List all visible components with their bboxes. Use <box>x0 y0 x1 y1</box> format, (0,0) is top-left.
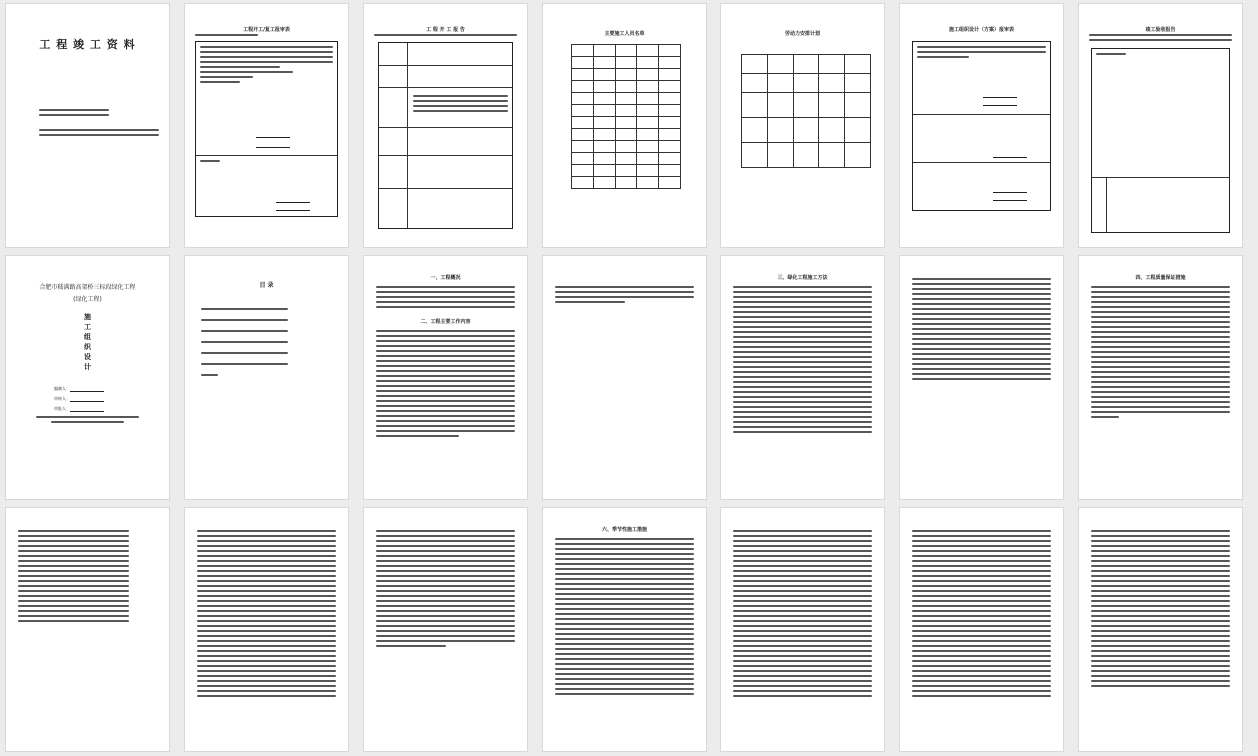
page-personnel <box>543 4 706 247</box>
labor-title: 劳动力安排计划 <box>784 31 820 37</box>
start-record-title: 工 程 开 工 报 告 <box>426 27 465 33</box>
page-start-record <box>364 4 527 247</box>
page-text-d <box>900 508 1063 751</box>
page-scope-cont <box>543 256 706 499</box>
org-field-2: 审批人： <box>54 406 70 411</box>
schedule-title: 六、季节性施工措施 <box>601 527 647 533</box>
page-text-c <box>721 508 884 751</box>
page-cover <box>6 4 169 247</box>
page-method <box>721 256 884 499</box>
approval-title: 工程开工/复工报审表 <box>243 27 290 33</box>
page-schedule <box>543 508 706 751</box>
page-text-a <box>185 508 348 751</box>
page-quality-measure <box>1079 256 1242 499</box>
org-doc-title: 施 工 组 织 设 计 <box>84 313 91 371</box>
org-sub-project: (绿化工程) <box>73 296 102 303</box>
page-list <box>6 508 169 751</box>
org-field-0: 编制人： <box>54 386 70 391</box>
page-approval-form <box>185 4 348 247</box>
quality-measure-title: 四、工程质量保证措施 <box>1135 275 1186 281</box>
page-toc <box>185 256 348 499</box>
overview-title: 一、工程概况 <box>430 275 461 281</box>
page-overview <box>364 256 527 499</box>
method-title: 三、绿化工程施工方法 <box>777 275 828 281</box>
page-org-cover <box>6 256 169 499</box>
org-field-1: 审核人： <box>54 396 70 401</box>
plan-review-title: 施工组织设计（方案）报审表 <box>948 27 1014 33</box>
page-completion-report <box>1079 4 1242 247</box>
personnel-title: 主要施工人员名单 <box>604 31 645 37</box>
scope-title: 二、工程主要工作内容 <box>420 319 471 325</box>
labor-table <box>741 54 871 168</box>
toc-title: 目 录 <box>259 282 274 289</box>
personnel-table <box>571 44 681 189</box>
page-plan-review <box>900 4 1063 247</box>
page-labor-plan <box>721 4 884 247</box>
page-text-e <box>1079 508 1242 751</box>
page-text-b <box>364 508 527 751</box>
page-method-cont <box>900 256 1063 499</box>
org-project-name: 合肥市嵇满路高架桥三标段绿化工程 <box>39 284 136 291</box>
cover-title: 工 程 竣 工 资 料 <box>39 38 136 51</box>
completion-title: 竣工验收报告 <box>1145 27 1176 33</box>
